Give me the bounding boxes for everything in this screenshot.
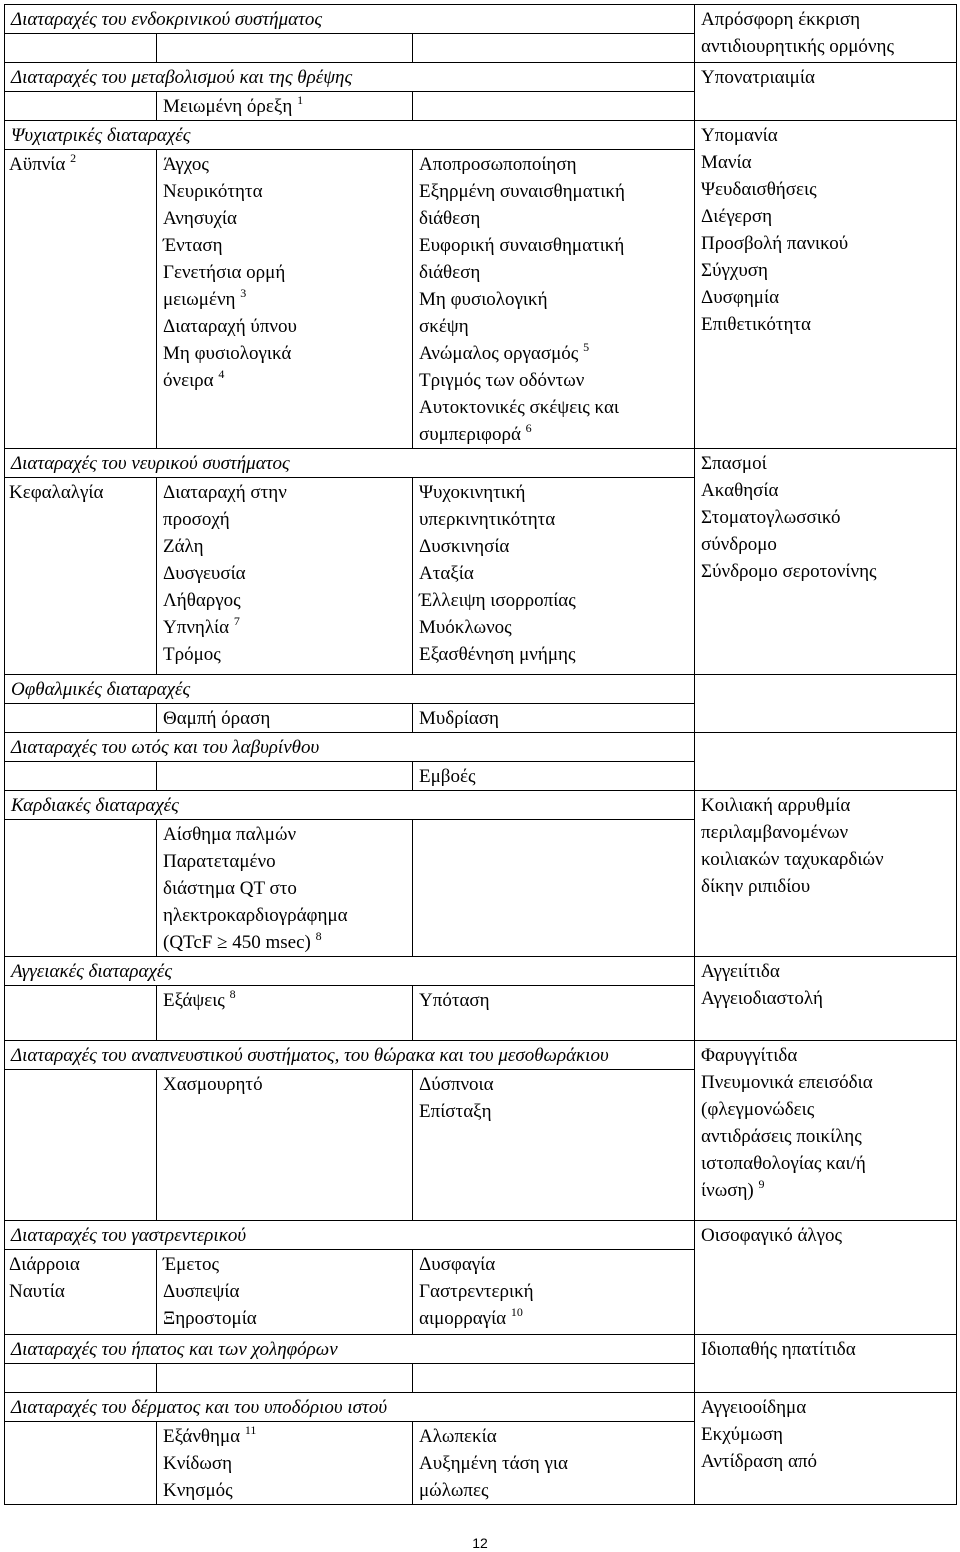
- term-label: υπερκινητικότητα: [419, 509, 556, 530]
- footnote-marker: 11: [244, 1423, 257, 1437]
- section-header-row: [5, 1335, 957, 1364]
- term-label: διάστημα QT στο: [163, 878, 297, 899]
- term-text: [701, 311, 950, 338]
- term-label: Μανία: [701, 152, 752, 173]
- very-common-cell: [5, 986, 157, 1041]
- term-label: Υπομανία: [701, 125, 778, 146]
- term-label: Ευφορική συναισθηματική: [419, 235, 625, 256]
- term-label: σύνδρομο: [701, 534, 777, 555]
- term-label: Φαρυγγίτιδα: [701, 1045, 798, 1066]
- term-label: Κνίδωση: [163, 1453, 233, 1474]
- term-label: Ζάλη: [163, 536, 204, 557]
- term-label: σκέψη: [419, 316, 469, 337]
- term-text: [701, 477, 950, 504]
- common-cell: [157, 1250, 413, 1335]
- term-text: [163, 705, 406, 732]
- term-text: [9, 1278, 150, 1305]
- rare-cell: [695, 675, 957, 733]
- term-text: [163, 560, 406, 587]
- term-label: Τριγμός των οδόντων: [419, 370, 585, 391]
- term-text: [419, 151, 688, 178]
- section-header-row: [5, 1393, 957, 1422]
- term-text: [419, 1071, 688, 1098]
- term-text: [701, 558, 950, 585]
- term-label: Υπνηλία: [163, 617, 230, 638]
- term-text: [419, 1477, 688, 1504]
- term-text: [701, 1177, 950, 1204]
- term-label: Δυσπεψία: [163, 1281, 240, 1302]
- term-text: [419, 367, 688, 394]
- term-label: Νευρικότητα: [163, 181, 263, 202]
- section-header-row: [5, 5, 957, 34]
- term-text: [163, 205, 406, 232]
- term-label: Έλλειψη ισορροπίας: [419, 590, 576, 611]
- term-text: [163, 533, 406, 560]
- term-text: [163, 1305, 406, 1332]
- section-title: Διαταραχές του ωτός και του λαβυρίνθου: [5, 733, 695, 762]
- term-label: συμπεριφορά: [419, 424, 521, 445]
- term-label: Δύσπνοια: [419, 1074, 494, 1095]
- term-text: [163, 479, 406, 506]
- term-text: [163, 93, 406, 120]
- term-text: [701, 176, 950, 203]
- term-label: Αταξία: [419, 563, 474, 584]
- section-title: Διαταραχές του μεταβολισμού και της θρέψης: [5, 63, 695, 92]
- term-text: [163, 340, 406, 367]
- term-text: [701, 450, 950, 477]
- term-text: [419, 1305, 688, 1332]
- term-label: δίκην ριπιδίου: [701, 876, 811, 897]
- common-cell: [157, 1422, 413, 1505]
- common-cell: [157, 762, 413, 791]
- term-label: μειωμένη: [163, 289, 236, 310]
- term-label: Άγχος: [163, 154, 209, 175]
- very-common-cell: [5, 150, 157, 449]
- very-common-cell: [5, 1250, 157, 1335]
- term-text: [163, 1278, 406, 1305]
- rare-cell: [695, 5, 957, 63]
- uncommon-cell: [413, 150, 695, 449]
- term-label: Διαταραχή ύπνου: [163, 316, 297, 337]
- term-label: κοιλιακών ταχυκαρδιών: [701, 849, 884, 870]
- term-text: [419, 286, 688, 313]
- term-label: αντιδιουρητικής ορμόνης: [701, 36, 894, 57]
- term-label: Εξάνθημα: [163, 1426, 241, 1447]
- term-text: [701, 64, 950, 91]
- section-header-row: [5, 1041, 957, 1070]
- term-label: Γενετήσια ορμή: [163, 262, 286, 283]
- term-label: Επίσταξη: [419, 1101, 492, 1122]
- term-label: Σύγχυση: [701, 260, 768, 281]
- term-label: Ψευδαισθήσεις: [701, 179, 817, 200]
- section-header-row: [5, 675, 957, 704]
- term-text: [419, 705, 688, 732]
- footnote-marker: 9: [758, 1177, 765, 1191]
- section-header-row: [5, 63, 957, 92]
- term-label: Δυσγευσία: [163, 563, 246, 584]
- adverse-reactions-table: [4, 4, 957, 1505]
- term-label: Δυσφημία: [701, 287, 780, 308]
- term-label: Επιθετικότητα: [701, 314, 811, 335]
- section-title: Ψυχιατρικές διαταραχές: [5, 121, 695, 150]
- term-label: Διαταραχή στην: [163, 482, 287, 503]
- term-text: [419, 232, 688, 259]
- term-text: [419, 394, 688, 421]
- term-text: [419, 340, 688, 367]
- term-label: προσοχή: [163, 509, 230, 530]
- term-text: [163, 875, 406, 902]
- term-label: Λήθαργος: [163, 590, 241, 611]
- very-common-cell: [5, 762, 157, 791]
- term-text: [419, 587, 688, 614]
- term-label: Αγγειίτιδα: [701, 961, 780, 982]
- term-label: Ναυτία: [9, 1281, 65, 1302]
- term-text: [701, 819, 950, 846]
- term-label: Διέγερση: [701, 206, 773, 227]
- term-text: [419, 421, 688, 448]
- footnote-marker: 7: [233, 614, 240, 628]
- term-label: Κνησμός: [163, 1480, 233, 1501]
- term-text: [163, 232, 406, 259]
- term-text: [701, 985, 950, 1012]
- term-label: Μυδρίαση: [419, 708, 499, 729]
- very-common-cell: [5, 1364, 157, 1393]
- term-label: Αγγειοδιαστολή: [701, 988, 823, 1009]
- term-text: [163, 367, 406, 394]
- term-label: Γαστρεντερική: [419, 1281, 534, 1302]
- term-text: [163, 1450, 406, 1477]
- term-text: [163, 821, 406, 848]
- uncommon-cell: [413, 92, 695, 121]
- footnote-marker: 3: [240, 286, 247, 300]
- common-cell: [157, 986, 413, 1041]
- section-title: Διαταραχές του ήπατος και των χοληφόρων: [5, 1335, 695, 1364]
- rare-cell: [695, 733, 957, 791]
- term-text: [419, 313, 688, 340]
- term-text: [163, 987, 406, 1014]
- rare-cell: [695, 1335, 957, 1393]
- term-text: [163, 313, 406, 340]
- common-cell: [157, 820, 413, 957]
- term-label: Πνευμονικά επεισόδια: [701, 1072, 873, 1093]
- footnote-marker: 6: [525, 421, 532, 435]
- term-text: [419, 1450, 688, 1477]
- section-title: Διαταραχές του ενδοκρινικού συστήματος: [5, 5, 695, 34]
- footnote-marker: 1: [297, 93, 304, 107]
- term-label: Δυσκινησία: [419, 536, 510, 557]
- section-title: Οφθαλμικές διαταραχές: [5, 675, 695, 704]
- term-label: (φλεγμονώδεις: [701, 1099, 815, 1120]
- term-label: Αυτοκτονικές σκέψεις και: [419, 397, 620, 418]
- term-label: Μη φυσιολογική: [419, 289, 548, 310]
- term-label: Τρόμος: [163, 644, 221, 665]
- term-label: Σύνδρομο σεροτονίνης: [701, 561, 877, 582]
- term-text: [701, 1096, 950, 1123]
- term-label: διάθεση: [419, 208, 481, 229]
- term-text: [701, 1069, 950, 1096]
- section-title: Διαταραχές του δέρματος και του υποδόριου ιστού: [5, 1393, 695, 1422]
- common-cell: [157, 34, 413, 63]
- term-text: [701, 1150, 950, 1177]
- term-label: Στοματογλωσσικό: [701, 507, 841, 528]
- term-text: [701, 1222, 950, 1249]
- term-label: Μειωμένη όρεξη: [163, 96, 293, 117]
- term-text: [701, 203, 950, 230]
- term-text: [419, 259, 688, 286]
- footnote-marker: 8: [315, 929, 322, 943]
- term-label: Εξάψεις: [163, 990, 225, 1011]
- term-text: [163, 286, 406, 313]
- term-label: Αλωπεκία: [419, 1426, 497, 1447]
- term-text: [701, 531, 950, 558]
- term-text: [701, 873, 950, 900]
- term-label: Ανώμαλος οργασμός: [419, 343, 579, 364]
- term-text: [701, 1448, 950, 1475]
- term-text: [419, 533, 688, 560]
- term-label: Αίσθημα παλμών: [163, 824, 297, 845]
- term-label: Δυσφαγία: [419, 1254, 496, 1275]
- term-label: Διάρροια: [9, 1254, 80, 1275]
- section-title: Διαταραχές του νευρικού συστήματος: [5, 449, 695, 478]
- term-text: [163, 506, 406, 533]
- term-label: Απρόσφορη έκκριση: [701, 9, 861, 30]
- uncommon-cell: [413, 762, 695, 791]
- common-cell: [157, 704, 413, 733]
- term-text: [163, 1423, 406, 1450]
- term-label: Κεφαλαλγία: [9, 482, 104, 503]
- uncommon-cell: [413, 986, 695, 1041]
- common-cell: [157, 92, 413, 121]
- term-label: όνειρα: [163, 370, 214, 391]
- term-text: [419, 560, 688, 587]
- term-label: (QTcF ≥ 450 msec): [163, 932, 311, 953]
- term-text: [419, 479, 688, 506]
- term-text: [419, 763, 688, 790]
- term-text: [163, 259, 406, 286]
- term-label: Μυόκλωνος: [419, 617, 512, 638]
- term-text: [163, 1251, 406, 1278]
- common-cell: [157, 150, 413, 449]
- term-text: [419, 641, 688, 668]
- term-label: Αντίδραση από: [701, 1451, 818, 1472]
- term-text: [163, 641, 406, 668]
- term-label: Εκχύμωση: [701, 1424, 783, 1445]
- term-label: Χασμουρητό: [163, 1074, 263, 1095]
- rare-cell: [695, 957, 957, 1041]
- term-text: [701, 149, 950, 176]
- term-text: [701, 846, 950, 873]
- very-common-cell: [5, 34, 157, 63]
- term-label: Παρατεταμένο: [163, 851, 276, 872]
- term-label: Έμετος: [163, 1254, 220, 1275]
- common-cell: [157, 478, 413, 675]
- rare-cell: [695, 121, 957, 449]
- term-text: [701, 1336, 950, 1363]
- term-label: αντιδράσεις ποικίλης: [701, 1126, 862, 1147]
- uncommon-cell: [413, 1070, 695, 1221]
- term-label: Εμβοές: [419, 766, 476, 787]
- uncommon-cell: [413, 1422, 695, 1505]
- term-label: Αγγειοοίδημα: [701, 1397, 807, 1418]
- term-label: περιλαμβανομένων: [701, 822, 849, 843]
- rare-cell: [695, 1221, 957, 1335]
- uncommon-cell: [413, 478, 695, 675]
- term-label: διάθεση: [419, 262, 481, 283]
- term-label: Αϋπνία: [9, 154, 66, 175]
- term-text: [701, 1394, 950, 1421]
- term-label: Αποπροσωποποίηση: [419, 154, 577, 175]
- term-text: [701, 1042, 950, 1069]
- term-label: ίνωση): [701, 1180, 754, 1201]
- term-label: Αυξημένη τάση για: [419, 1453, 568, 1474]
- term-label: Οισοφαγικό άλγος: [701, 1225, 843, 1246]
- very-common-cell: [5, 478, 157, 675]
- term-label: Ψυχοκινητική: [419, 482, 526, 503]
- term-label: ηλεκτροκαρδιογράφημα: [163, 905, 348, 926]
- very-common-cell: [5, 704, 157, 733]
- term-text: [419, 1251, 688, 1278]
- section-title: Διαταραχές του γαστρεντερικού: [5, 1221, 695, 1250]
- term-label: Ξηροστομία: [163, 1308, 257, 1329]
- term-text: [419, 1098, 688, 1125]
- term-text: [701, 284, 950, 311]
- term-label: Ιδιοπαθής ηπατίτιδα: [701, 1339, 856, 1360]
- term-label: Θαμπή όραση: [163, 708, 271, 729]
- term-label: Υπονατριαιμία: [701, 67, 815, 88]
- rare-cell: [695, 791, 957, 957]
- term-label: Σπασμοί: [701, 453, 767, 474]
- term-text: [701, 1421, 950, 1448]
- rare-cell: [695, 63, 957, 121]
- term-text: [419, 178, 688, 205]
- term-text: [163, 929, 406, 956]
- term-label: Ανησυχία: [163, 208, 237, 229]
- term-text: [419, 1423, 688, 1450]
- term-label: Προσβολή πανικού: [701, 233, 849, 254]
- term-text: [163, 587, 406, 614]
- common-cell: [157, 1070, 413, 1221]
- term-text: [701, 33, 950, 60]
- rare-cell: [695, 1393, 957, 1505]
- term-text: [419, 614, 688, 641]
- section-header-row: [5, 449, 957, 478]
- term-text: [163, 1071, 406, 1098]
- term-label: Μη φυσιολογικά: [163, 343, 292, 364]
- term-text: [419, 987, 688, 1014]
- term-label: αιμορραγία: [419, 1308, 507, 1329]
- section-header-row: [5, 121, 957, 150]
- section-title: Αγγειακές διαταραχές: [5, 957, 695, 986]
- very-common-cell: [5, 1422, 157, 1505]
- term-label: Υπόταση: [419, 990, 490, 1011]
- term-label: Ένταση: [163, 235, 223, 256]
- term-label: μώλωπες: [419, 1480, 489, 1501]
- section-header-row: [5, 1221, 957, 1250]
- term-text: [9, 1251, 150, 1278]
- uncommon-cell: [413, 1250, 695, 1335]
- term-text: [419, 205, 688, 232]
- term-text: [701, 504, 950, 531]
- term-text: [701, 122, 950, 149]
- term-text: [419, 506, 688, 533]
- term-label: Κοιλιακή αρρυθμία: [701, 795, 851, 816]
- term-text: [163, 1477, 406, 1504]
- term-text: [419, 1278, 688, 1305]
- term-text: [163, 178, 406, 205]
- footnote-marker: 5: [583, 340, 590, 354]
- section-title: Καρδιακές διαταραχές: [5, 791, 695, 820]
- uncommon-cell: [413, 34, 695, 63]
- section-header-row: [5, 733, 957, 762]
- term-text: [701, 958, 950, 985]
- term-text: [9, 479, 150, 506]
- uncommon-cell: [413, 820, 695, 957]
- term-label: ιστοπαθολογίας και/ή: [701, 1153, 866, 1174]
- section-title: Διαταραχές του αναπνευστικού συστήματος, του θώρακα και του μεσοθωράκιου: [5, 1041, 695, 1070]
- rare-cell: [695, 1041, 957, 1221]
- footnote-marker: 10: [510, 1305, 523, 1319]
- footnote-marker: 8: [229, 987, 236, 1001]
- term-text: [701, 1123, 950, 1150]
- section-header-row: [5, 791, 957, 820]
- term-label: Εξηρμένη συναισθηματική: [419, 181, 625, 202]
- term-text: [701, 6, 950, 33]
- term-text: [163, 614, 406, 641]
- term-text: [701, 230, 950, 257]
- uncommon-cell: [413, 704, 695, 733]
- uncommon-cell: [413, 1364, 695, 1393]
- page-number: 12: [472, 1535, 488, 1551]
- section-header-row: [5, 957, 957, 986]
- term-text: [163, 151, 406, 178]
- term-text: [163, 848, 406, 875]
- very-common-cell: [5, 92, 157, 121]
- term-text: [163, 902, 406, 929]
- term-text: [9, 151, 150, 178]
- very-common-cell: [5, 1070, 157, 1221]
- footnote-marker: 4: [218, 367, 225, 381]
- term-text: [701, 792, 950, 819]
- term-label: Εξασθένηση μνήμης: [419, 644, 576, 665]
- term-label: Ακαθησία: [701, 480, 779, 501]
- very-common-cell: [5, 820, 157, 957]
- rare-cell: [695, 449, 957, 675]
- footnote-marker: 2: [70, 151, 77, 165]
- common-cell: [157, 1364, 413, 1393]
- term-text: [701, 257, 950, 284]
